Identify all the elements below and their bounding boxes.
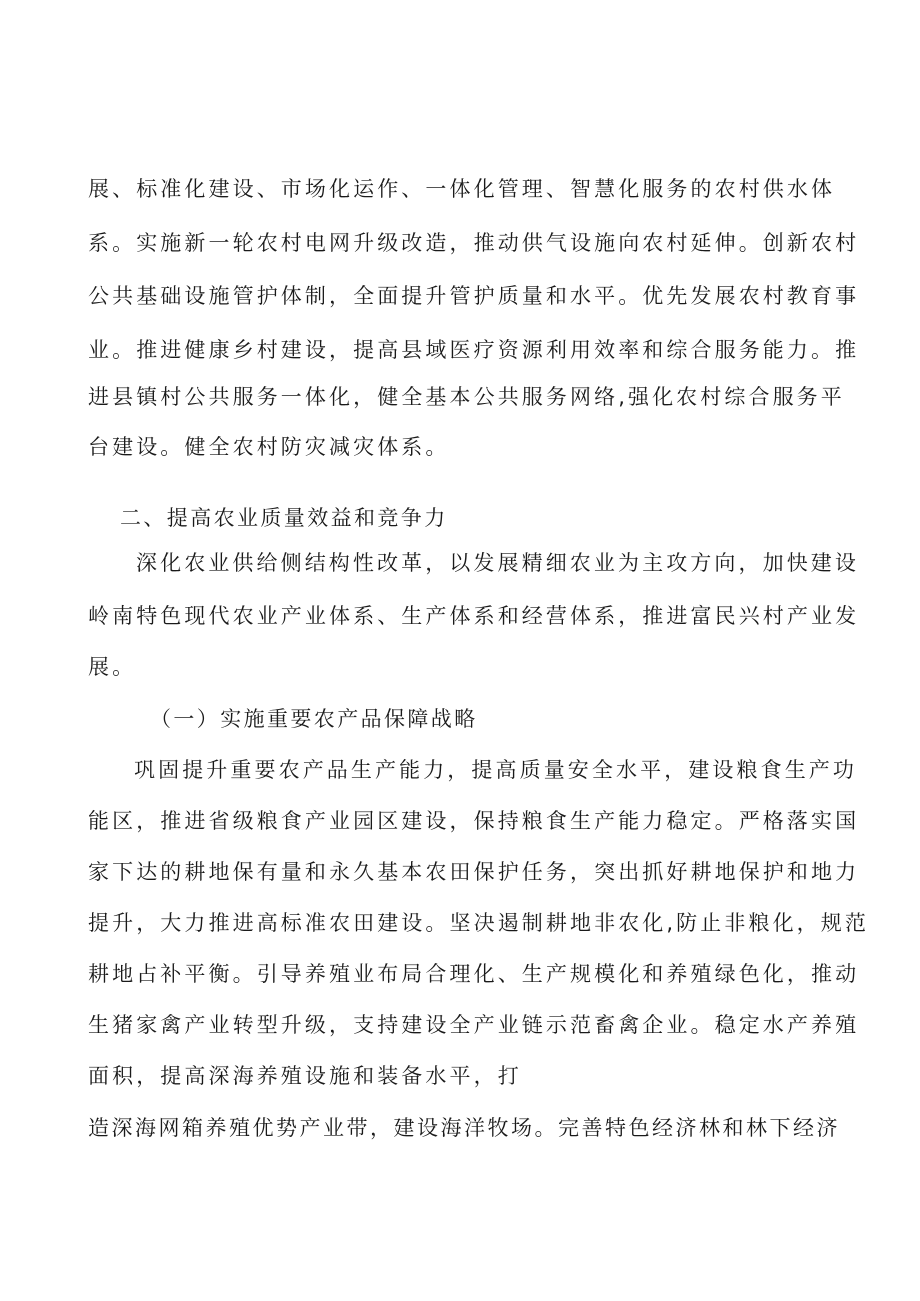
paragraph-line: 展、标准化建设、市场化运作、一体化管理、智慧化服务的农村供水体 — [88, 177, 836, 201]
paragraph-line: 面积，提高深海养殖设施和装备水平，打 — [88, 1064, 522, 1088]
paragraph-line: 岭南特色现代农业产业体系、生产体系和经营体系，推进富民兴村产业发 — [88, 604, 860, 628]
paragraph-line: 能区，推进省级粮食产业园区建设，保持粮食生产能力稳定。严格落实国 — [88, 809, 860, 833]
section-heading: 二、提高农业质量效益和竞争力 — [120, 506, 448, 530]
paragraph-line: 生猪家禽产业转型升级，支持建设全产业链示范畜禽企业。稳定水产养殖 — [88, 1013, 860, 1037]
subsection-heading: （一）实施重要农产品保障战略 — [150, 707, 478, 731]
paragraph-line: 巩固提升重要农产品生产能力，提高质量安全水平，建设粮食生产功 — [134, 758, 857, 782]
paragraph-line: 深化农业供给侧结构性改革，以发展精细农业为主攻方向，加快建设 — [136, 551, 859, 575]
paragraph-line: 造深海网箱养殖优势产业带，建设海洋牧场。完善特色经济林和林下经济 — [88, 1116, 840, 1140]
paragraph-line: 展。 — [88, 655, 137, 679]
paragraph-line: 提升，大力推进高标准农田建设。坚决遏制耕地非农化,防止非粮化，规范 — [88, 911, 869, 935]
paragraph-line: 业。推进健康乡村建设，提高县域医疗资源利用效率和综合服务能力。推 — [88, 338, 860, 362]
paragraph-line: 家下达的耕地保有量和永久基本农田保护任务，突出抓好耕地保护和地力 — [88, 860, 860, 884]
paragraph-line: 进县镇村公共服务一体化，健全基本公共服务网络,强化农村综合服务平 — [88, 385, 845, 409]
paragraph-line: 公共基础设施管护体制，全面提升管护质量和水平。优先发展农村教育事 — [88, 284, 860, 308]
paragraph-line: 系。实施新一轮农村电网升级改造，推动供气设施向农村延伸。创新农村 — [88, 231, 860, 255]
paragraph-line: 台建设。健全农村防灾减灾体系。 — [88, 435, 450, 459]
paragraph-line: 耕地占补平衡。引导养殖业布局合理化、生产规模化和养殖绿色化，推动 — [88, 962, 860, 986]
